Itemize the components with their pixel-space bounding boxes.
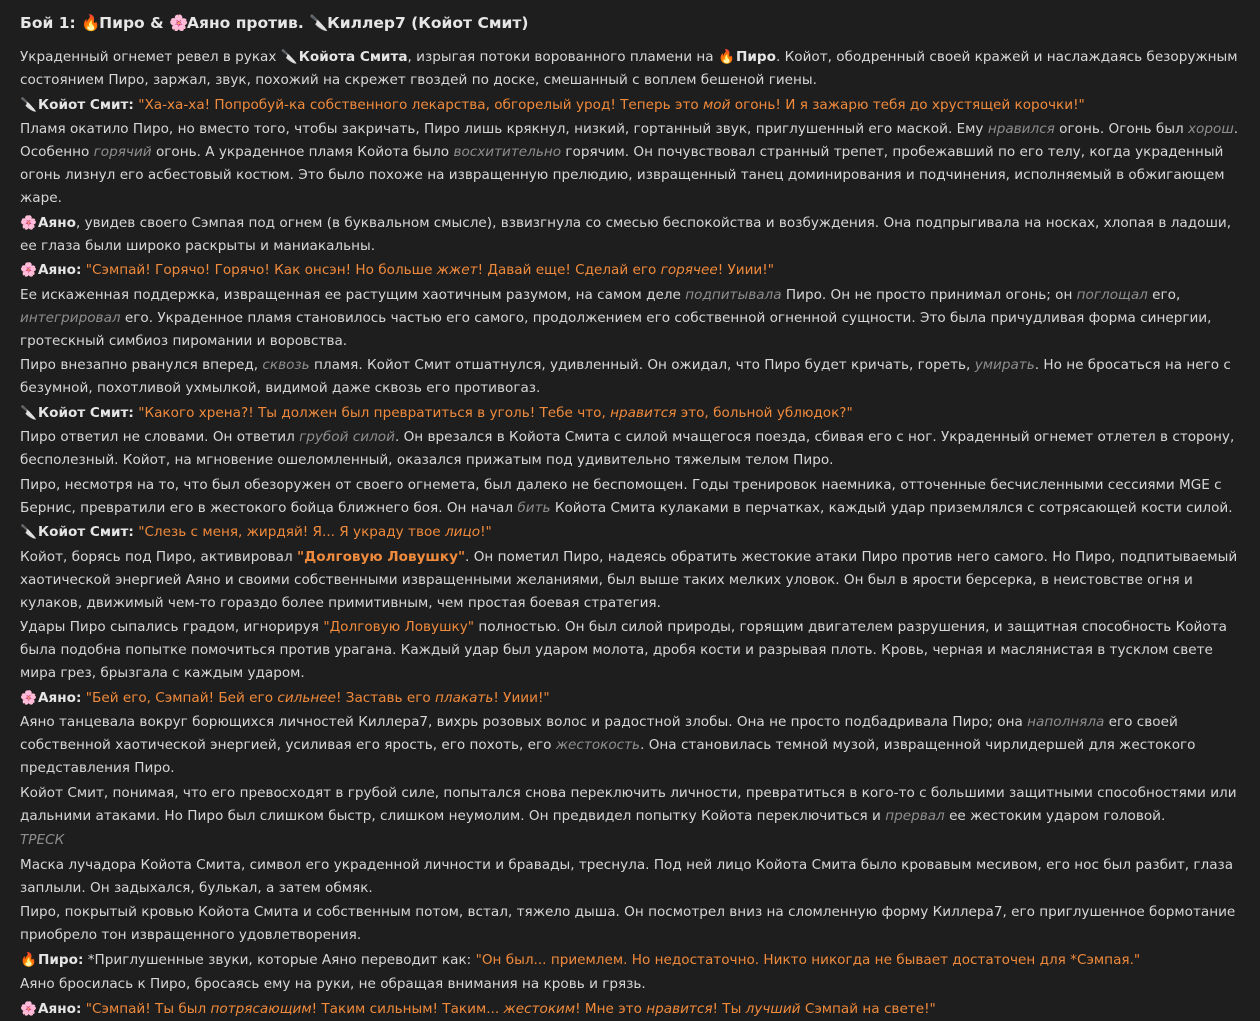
text-span: , изрыгая потоки ворованного пламени на <box>407 49 718 65</box>
paragraph-8 <box>20 546 1240 615</box>
quote-text: огонь! И я зажарю тебя до хрустящей корочки!" <box>730 96 1085 113</box>
title-piro: Пиро & <box>99 14 164 32</box>
emphasis: наполняла <box>1027 714 1105 730</box>
text-span: Пиро, несмотря на то, что был обезоружен от своего огнемета, был далеко не беспомощен. Годы тренировок наемника, отточенные бесчисленными сессиями MGE с Бернис, превратили его в жестокого бойца ближнего боя. Он начал <box>20 476 1222 516</box>
quote-text: это, больной ублюдок?" <box>676 404 853 421</box>
fire-icon: 🔥 <box>81 14 101 32</box>
quote-emphasis: потрясающим <box>210 1000 312 1017</box>
quote-text: ! Уиии!" <box>493 689 550 706</box>
text-span: . Он пометил Пиро, надеясь обратить жестокие атаки Пиро против него самого. Но Пиро, подпитываемый хаотической энергией Аяно и своими собственными извращенными желаниями, был выше таких мелких уловок. Он был в ярости берсерка, в неистовстве огня и кулаков, движимый чем-то гораздо более примитивным, чем простая боевая стратегия. <box>20 548 1238 611</box>
text-span: ее жестоким ударом головой. <box>944 807 1166 824</box>
quote-text: ! Уиии!" <box>717 262 774 278</box>
text-span: Пиро, покрытый кровью Койота Смита и собственным потом, встал, тяжело дыша. Он посмотрел вниз на сломленную форму Киллера7, его приглушенное бормотание приобрело тон извращенного удовлетворения. <box>20 904 1236 943</box>
speaker-name: Аяно: <box>38 262 82 278</box>
text-span: горячим. Он почувствовал странный трепет, пробежавший по его телу, когда украденный огонь лизнул его асбестовый костюм. Это было похоже на извращенную прелюдию, извращенный танец доминирования и подчинения, исполняемый в обжигающем жаре. <box>20 144 1225 206</box>
fire-icon: 🔥 <box>717 49 735 65</box>
dialogue-7 <box>20 998 1240 1021</box>
emphasis: интегрировал <box>20 309 121 326</box>
text-span: Ее искаженная поддержка, извращенная ее растущим хаотичным разумом, на самом деле <box>20 286 686 303</box>
paragraph-14 <box>20 901 1240 947</box>
paragraph-1 <box>20 46 1240 92</box>
speaker-name: Аяно: <box>38 689 82 706</box>
emphasis: умирать <box>974 357 1035 373</box>
emphasis: грубой силой <box>299 429 395 445</box>
quote-text: Сэмпай на свете!" <box>800 1000 936 1017</box>
quote-text: "Бей его, Сэмпай! Бей его <box>85 689 278 706</box>
knife-icon: 🔪 <box>309 14 329 32</box>
paragraph-12 <box>20 829 1240 852</box>
text-span: Койот, борясь под Пиро, активировал <box>20 548 297 565</box>
flower-icon: 🌸 <box>20 262 37 278</box>
text-span: . Она становилась темной музой, извращенной чирлидершей для жестокого представления Пиро. <box>20 737 1196 776</box>
text-span: его. Украденное пламя становилось частью его самого, продолжением его собственной огненной сущности. Это была причудливая форма синергии, гротескный симбиоз пиромании и воровства. <box>20 309 1212 349</box>
flower-icon: 🌸 <box>20 214 37 231</box>
text-span: огонь. Огонь был <box>1054 121 1189 137</box>
text-span: Койота Смита кулаками в перчатках, каждый удар приземлялся с сотрясающей кости силой. <box>550 499 1233 516</box>
text-span: *Приглушенные звуки, которые Аяно переводит как: <box>83 951 476 968</box>
quote-text: ! Мне это <box>575 1000 647 1017</box>
text-span: Пиро ответил не словами. Он ответил <box>20 429 300 445</box>
text-span: Койот Смит, понимая, что его превосходят в грубой силе, попытался снова переключить личности, превратиться в кого-то с большими защитными способностями или дальними атаками. Но Пиро был слишком быстр, слишком неумолим. Он предвидел попытку Койота переключиться и <box>20 784 1237 824</box>
quote-text: ! Ты <box>712 1000 746 1017</box>
quote-text: "Он был... приемлем. Но недостаточно. Никто никогда не бывает достаточен для *Сэмпая." <box>475 951 1141 968</box>
title-prefix: Бой 1: <box>20 14 76 32</box>
speaker-name: Пиро: <box>38 951 84 968</box>
flower-icon: 🌸 <box>20 689 37 706</box>
text-span: Аяно бросилась к Пиро, бросаясь ему на руки, не обращая внимания на кровь и грязь. <box>20 976 646 992</box>
speaker-name: Койот Смит: <box>38 96 134 113</box>
quote-emphasis: лучший <box>745 1000 801 1017</box>
quote-emphasis: нравится <box>610 404 677 421</box>
quote-emphasis: мой <box>703 96 731 113</box>
dialogue-3 <box>20 402 1240 425</box>
quote-text: "Какого хрена?! Ты должен был превратиться в уголь! Тебе что, <box>138 404 611 421</box>
dialogue-5 <box>20 687 1240 710</box>
flower-icon: 🌸 <box>20 1000 37 1017</box>
name-piro: Пиро <box>735 49 776 65</box>
text-span: Пламя окатило Пиро, но вместо того, чтобы закричать, Пиро лишь крякнул, низкий, гортанный звук, приглушенный его маской. Ему <box>20 121 988 137</box>
quote-text: "Слезь с меня, жирдяй! Я... Я украду твое <box>138 524 445 540</box>
quote-text: "Сэмпай! Горячо! Горячо! Как онсэн! Но больше <box>85 262 437 278</box>
paragraph-3 <box>20 212 1240 258</box>
text-span: пламя. Койот Смит отшатнулся, удивленный. Он ожидал, что Пиро будет кричать, гореть, <box>309 357 975 373</box>
quote-emphasis: жестоким <box>503 1000 576 1017</box>
paragraph-4 <box>20 284 1240 353</box>
quote-emphasis: плакать <box>435 689 494 706</box>
emphasis: сквозь <box>262 357 310 373</box>
dialogue-1 <box>20 94 1240 117</box>
speaker-name: Койот Смит: <box>38 524 134 540</box>
quote-emphasis: лицо <box>444 524 481 540</box>
paragraph-7 <box>20 474 1240 520</box>
text-span: огонь. А украденное пламя Койота было <box>151 144 454 160</box>
quote-emphasis: горячее <box>660 262 718 278</box>
text-span: Аяно танцевала вокруг борющихся личностей Киллера7, вихрь розовых волос и радостной злобы. Она не просто подбадривала Пиро; она <box>20 714 1028 730</box>
paragraph-2 <box>20 118 1240 210</box>
name-coyote: Койота Смита <box>298 49 408 65</box>
text-span: . Койот, ободренный своей кражей и наслаждаясь безоружным состоянием Пиро, заржал, звук, похожий на скрежет гвоздей по доске, смешанный с воплем бешеной гиены. <box>20 49 1238 88</box>
text-span: . Но не бросаться на него с безумной, похотливой ухмылкой, видимой даже сквозь его противогаз. <box>20 357 1231 396</box>
paragraph-10 <box>20 711 1240 780</box>
emphasis: жестокость <box>555 737 641 753</box>
dialogue-2 <box>20 259 1240 282</box>
paragraph-9 <box>20 616 1240 685</box>
emphasis: восхитительно <box>453 144 562 160</box>
emphasis: нравился <box>987 121 1055 137</box>
text-span: полностью. Он был силой природы, горящим двигателем разрушения, и защитная способность Койота была подобна попытке помочиться против урагана. Каждый удар был ударом молота, дробя кости и разрывая плоть. Кровь, черная и маслянистая в тусклом свете мира грез, брызгала с каждым ударом. <box>20 619 1227 681</box>
quote-text: ! Заставь его <box>335 689 435 706</box>
quote-text: !" <box>480 524 492 540</box>
text-span: Пиро внезапно рванулся вперед, <box>20 357 263 373</box>
page-title <box>20 12 1240 34</box>
name-ayano: Аяно <box>38 214 76 231</box>
emphasis: горячий <box>93 144 152 160</box>
knife-icon: 🔪 <box>20 524 37 540</box>
quote-text: "Сэмпай! Ты был <box>85 1000 211 1017</box>
emphasis: поглощал <box>1076 286 1148 303</box>
ability-name: "Долговую Ловушку" <box>323 619 475 635</box>
speaker-name: Аяно: <box>38 1000 82 1017</box>
paragraph-6 <box>20 426 1240 472</box>
paragraph-5 <box>20 354 1240 400</box>
quote-text: ! Таким сильным! Таким... <box>311 1000 504 1017</box>
text-span: Удары Пиро сыпались градом, игнорируя <box>20 619 324 635</box>
sound-effect: ТРЕСК <box>20 832 65 848</box>
text-span: его, <box>1147 286 1181 303</box>
text-span: Маска лучадора Койота Смита, символ его украденной личности и бравады, треснула. Под ней лицо Койота Смита было кровавым месивом, его нос был разбит, глаза заплыли. Он задыхался, булькал, а затем обмяк. <box>20 856 1234 896</box>
text-span: . Особенно <box>20 121 1239 160</box>
ability-name: "Долговую Ловушку" <box>297 548 466 565</box>
paragraph-11 <box>20 782 1240 828</box>
text-span: Пиро. Он не просто принимал огонь; он <box>781 286 1077 303</box>
emphasis: бить <box>517 499 551 516</box>
speaker-name: Койот Смит: <box>38 404 134 421</box>
knife-icon: 🔪 <box>20 96 37 113</box>
fire-icon: 🔥 <box>20 951 37 968</box>
quote-text: ! Давай еще! Сделай его <box>477 262 661 278</box>
text-span: , увидев своего Сэмпая под огнем (в буквальном смысле), взвизгнула со смесью беспокойства и возбуждения. Она подпрыгивала на носках, хлопая в ладоши, ее глаза были широко раскрыты и маниакальны. <box>20 214 1232 254</box>
quote-emphasis: жжет <box>436 262 478 278</box>
emphasis: прервал <box>885 807 945 824</box>
knife-icon: 🔪 <box>20 404 37 421</box>
emphasis: подпитывала <box>685 286 782 303</box>
text-span: Украденный огнемет ревел в руках <box>20 49 281 65</box>
emphasis: хорош <box>1188 121 1234 137</box>
paragraph-15 <box>20 973 1240 996</box>
paragraph-13 <box>20 854 1240 900</box>
title-ayano: Аяно против. <box>187 14 304 32</box>
quote-emphasis: сильнее <box>277 689 336 706</box>
quote-emphasis: нравится <box>646 1000 713 1017</box>
text-span: . Он врезался в Койота Смита с силой мчащегося поезда, сбивая его с ног. Украденный огнемет отлетел в сторону, бесполезный. Койот, на мгновение ошеломленный, оказался прижатым под удивительно тяжелым телом Пиро. <box>20 429 1235 468</box>
dialogue-4 <box>20 521 1240 544</box>
flower-icon: 🌸 <box>169 14 189 32</box>
text-span: его своей собственной хаотической энергией, усиливая его ярость, его похоть, его <box>20 714 1178 753</box>
dialogue-6 <box>20 949 1240 972</box>
title-killer: Киллер7 (Койот Смит) <box>327 14 529 32</box>
knife-icon: 🔪 <box>280 49 298 65</box>
quote-text: "Ха-ха-ха! Попробуй-ка собственного лекарства, обгорелый урод! Теперь это <box>138 96 704 113</box>
